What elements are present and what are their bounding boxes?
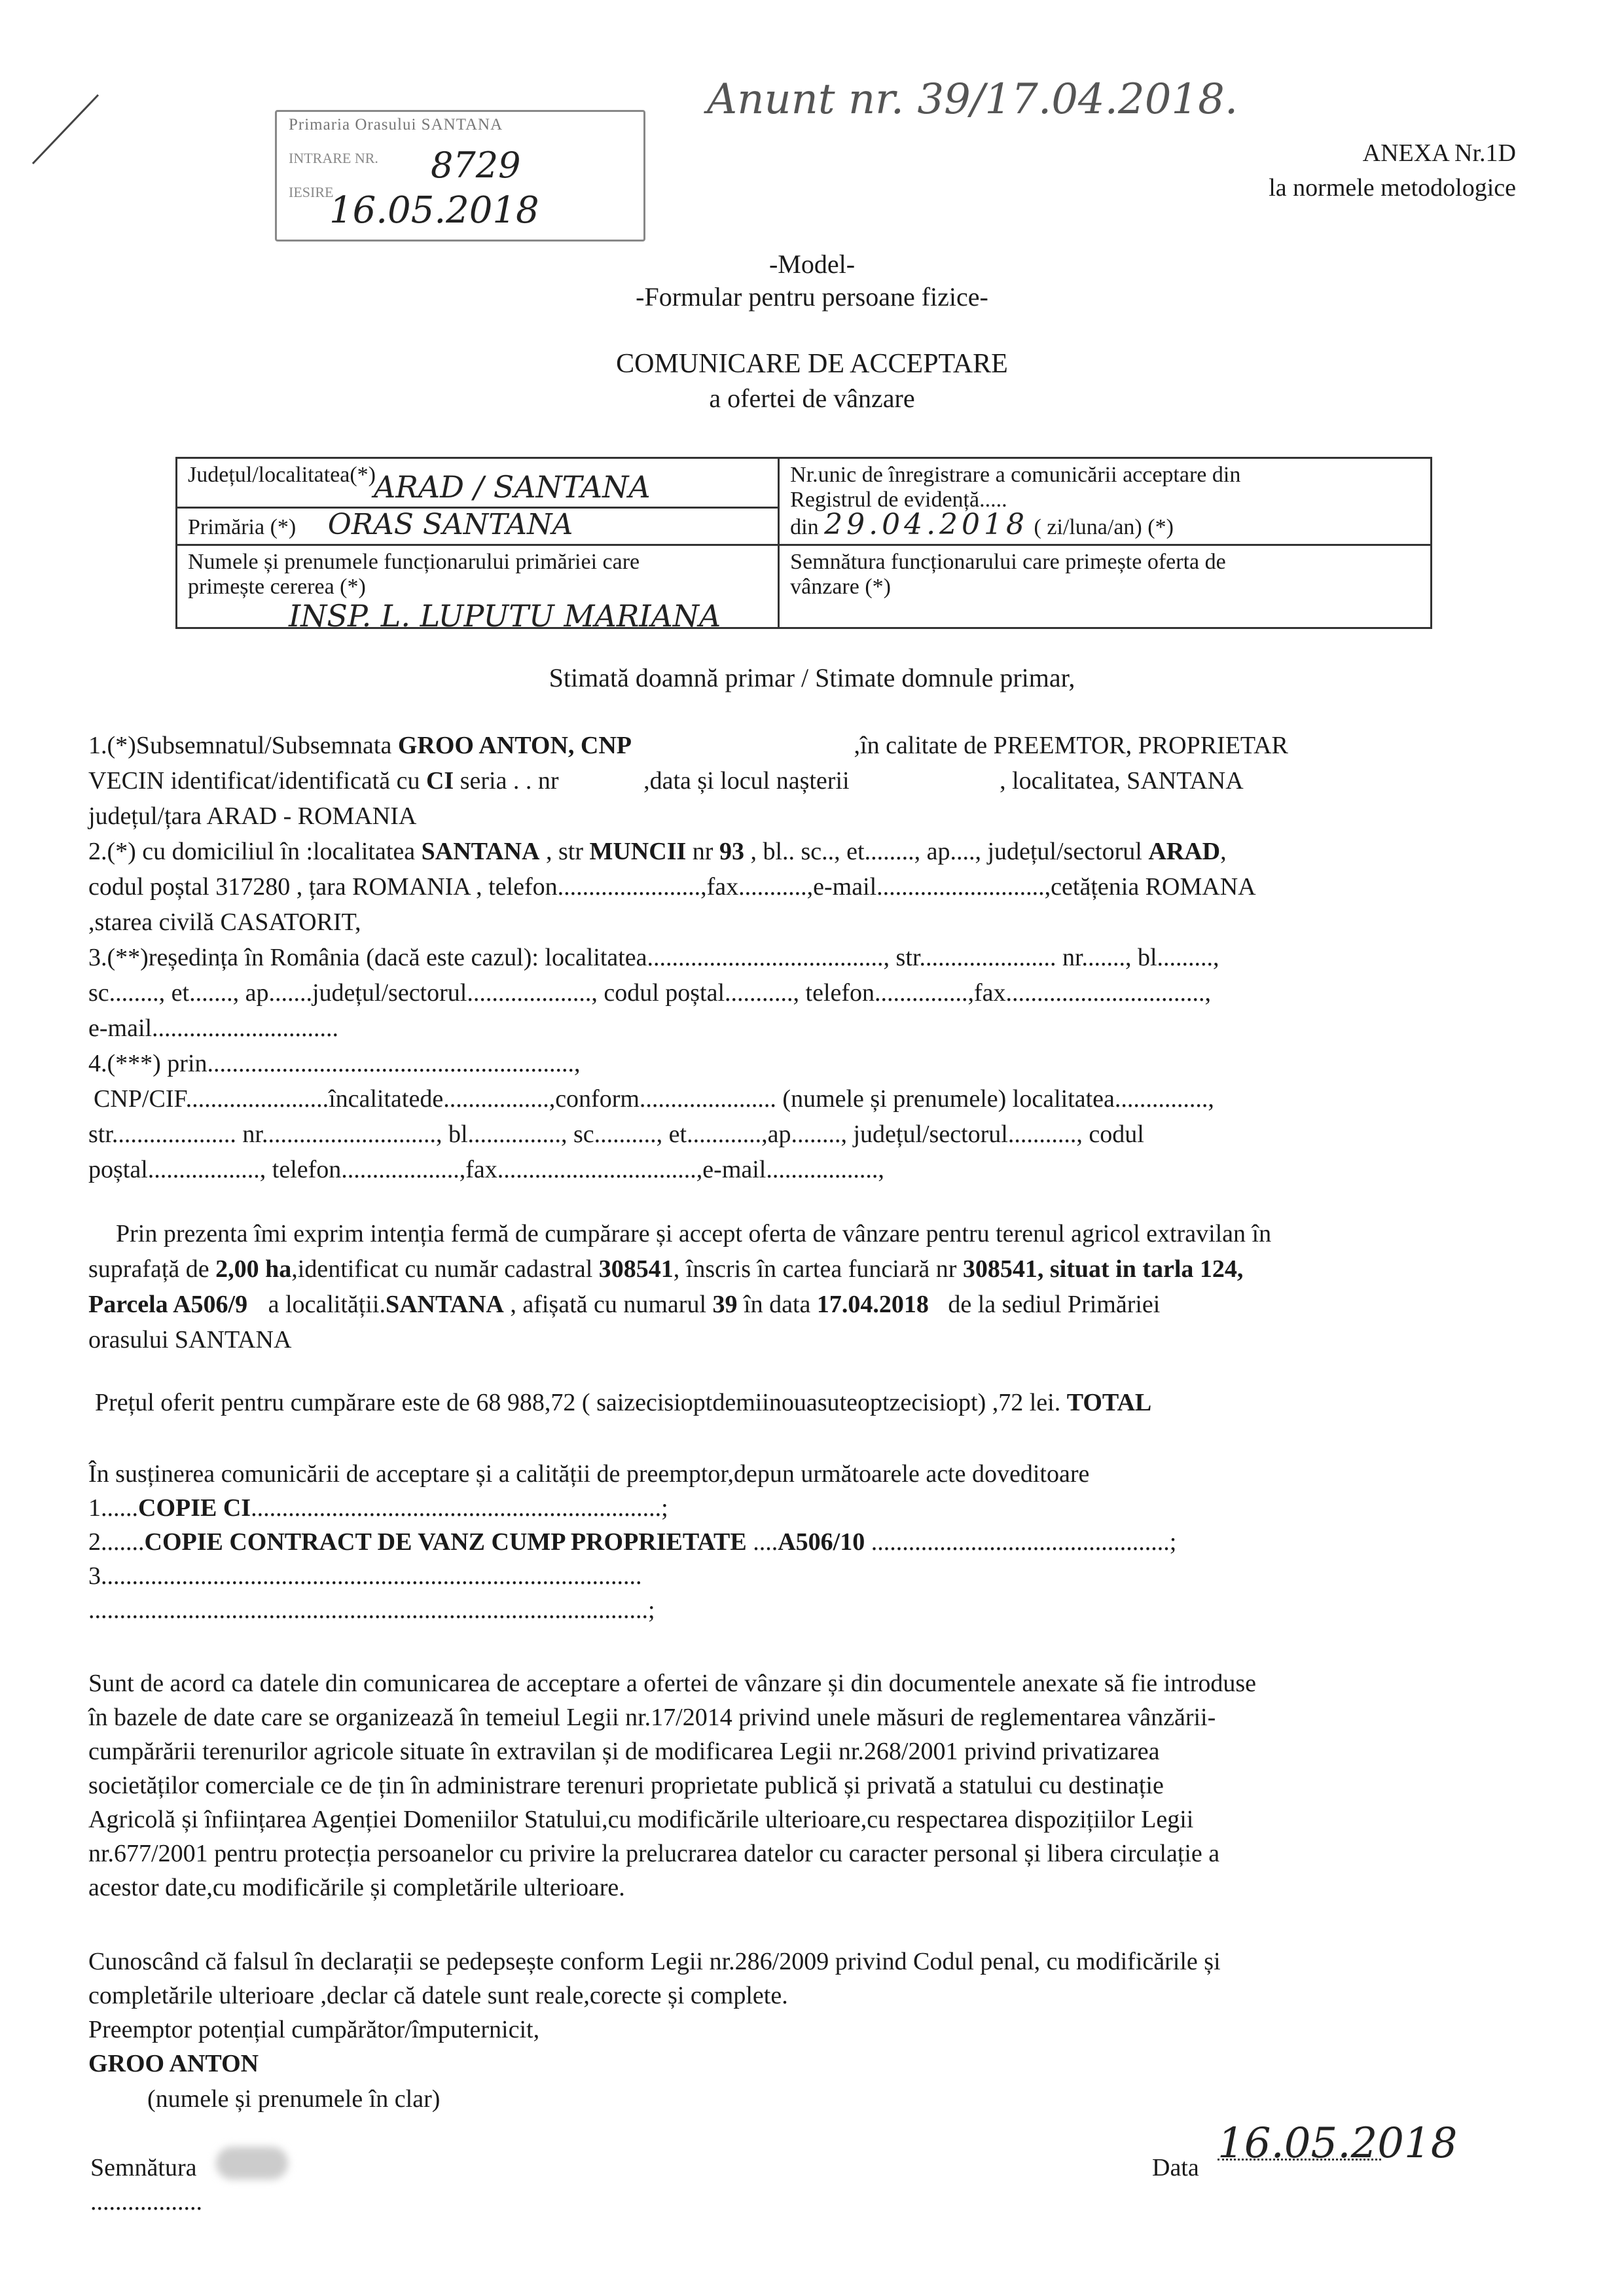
birth-label: ,data și locul nașterii xyxy=(643,767,850,795)
official-label-2: primește cererea (*) xyxy=(188,575,366,599)
document-title: COMUNICARE DE ACCEPTARE xyxy=(616,349,1008,379)
representative-cnp-line: CNP/CIF.......................încalitatede.................,conform...................... (numele și prenumele) localitatea..............., xyxy=(94,1085,1214,1113)
redacted-signature xyxy=(216,2147,288,2179)
signature-label: Semnătura xyxy=(90,2154,197,2181)
price-line xyxy=(95,1385,1151,1420)
doc-1-suffix: ..................................................................; xyxy=(251,1494,668,1522)
county-country: județul/țara ARAD - ROMANIA xyxy=(88,802,417,830)
field-subsemnatul-label: 1.(*)Subsemnatul/Subsemnata xyxy=(88,732,392,759)
parcel-value: Parcela A506/9 xyxy=(88,1291,248,1318)
price-text: Prețul oferit pentru cumpărare este de 68 988,72 ( saizecisioptdemiinouasuteoptzecisiopt) ,72 lei. xyxy=(95,1389,1061,1416)
intent-line-1: Prin prezenta îmi exprim intenția fermă de cumpărare și accept oferta de vânzare pentru terenul agricol extravilan în xyxy=(116,1220,1272,1247)
consent-line: acestor date,cu modificările și completările ulterioare. xyxy=(88,1874,625,1901)
cadastral-number: 308541 xyxy=(598,1255,674,1283)
county-value: ARAD / SANTANA xyxy=(374,469,651,505)
number-label: nr xyxy=(692,838,713,865)
document-subtitle: a ofertei de vânzare xyxy=(709,384,915,413)
ad-date: 17.04.2018 xyxy=(816,1291,929,1318)
annex-subtitle: la normele metodologice xyxy=(1269,174,1516,202)
declaration-line: completările ulterioare ,declar că datele sunt reale,corecte și complete. xyxy=(88,1982,788,2009)
area-label: suprafață de xyxy=(88,1255,209,1283)
residence-line-1: 3.(**)reședința în România (dacă este cazul): localitatea......................................, str...................... nr......., bl........., xyxy=(88,944,1219,971)
doc-3: 3....................................................................................... xyxy=(88,1562,642,1590)
doc-1-prefix: 1...... xyxy=(88,1494,138,1522)
city-hall-label: Primăria (*) xyxy=(188,514,297,539)
annex-title: ANEXA Nr.1D xyxy=(1362,139,1516,167)
comma: , xyxy=(1220,838,1227,865)
city-hall-cell xyxy=(177,507,779,545)
residence-email: e-mail.............................. xyxy=(88,1014,339,1042)
official-label-1: Numele și prenumele funcționarului primăriei care xyxy=(188,550,640,574)
signature-dots: .................. xyxy=(90,2188,202,2215)
city-hall-seat: de la sediul Primăriei xyxy=(948,1291,1161,1318)
street-label: , str xyxy=(546,838,583,865)
signature-official-label-1: Semnătura funcționarului care primește oferta de xyxy=(790,550,1226,574)
consent-line: nr.677/2001 pentru protecția persoanelor cu privire la prelucrarea datelor cu caracter personal și libera circulație a xyxy=(88,1840,1220,1867)
consent-line: Agricolă și înființarea Agenției Domeniilor Statului,cu modificările ulterioare,cu respectarea dispozițiilor Legii xyxy=(88,1806,1194,1833)
domicile-county: ARAD xyxy=(1148,838,1221,865)
date-value: 16.05.2018 xyxy=(1218,2119,1458,2168)
capacity-text: ,în calitate de PREEMTOR, PROPRIETAR xyxy=(854,732,1288,759)
consent-line: cumpărării terenurilor agricole situate în extravilan și de modificarea Legii nr.268/2001 privind privatizarea xyxy=(88,1738,1160,1765)
signature-official-label-2: vânzare (*) xyxy=(790,575,891,599)
doc-2-prefix: 2....... xyxy=(88,1528,145,1556)
locality-value: SANTANA xyxy=(385,1291,504,1318)
civil-status: ,starea civilă CASATORIT, xyxy=(88,908,361,936)
domicile-label: 2.(*) cu domiciliul în :localitatea xyxy=(88,838,416,865)
street-value: MUNCII xyxy=(589,838,687,865)
doc-2-mid: .... xyxy=(746,1528,778,1556)
cadastral-label: ,identificat cu număr cadastral xyxy=(291,1255,593,1283)
id-type: CI xyxy=(425,767,454,795)
pen-mark xyxy=(26,92,105,170)
doc-2-title: COPIE CONTRACT DE VANZ CUMP PROPRIETATE xyxy=(144,1528,747,1556)
register-label-2: Registrul de evidență..... xyxy=(790,488,1007,512)
cnp-label: , CNP xyxy=(568,732,632,759)
ad-number-label: , afișată cu numarul xyxy=(510,1291,707,1318)
form-type: -Formular pentru persoane fizice- xyxy=(636,282,988,312)
declaration-line: Cunoscând că falsul în declarații se pedepsește conform Legii nr.286/2009 privind Codul penal, cu modificările și xyxy=(88,1948,1221,1975)
doc-1-title: COPIE CI xyxy=(138,1494,251,1522)
signer-name: GROO ANTON xyxy=(88,2050,259,2077)
county-label: Județul/localitatea(*) xyxy=(188,463,376,487)
official-value: INSP. L. LUPUTU MARIANA xyxy=(289,598,721,634)
stamp-entry-label: INTRARE NR. xyxy=(289,150,378,166)
stamp-institution: Primaria Orasului SANTANA xyxy=(289,116,503,134)
register-suffix: ( zi/luna/an) (*) xyxy=(1034,515,1174,539)
register-cell xyxy=(779,458,1432,545)
postal-contact-line: codul poștal 317280 , țara ROMANIA , telefon.......................,fax...........,e-mail...........................,cetățenia ROMANA xyxy=(88,873,1256,901)
ad-number: 39 xyxy=(712,1291,738,1318)
doc-2-suffix: ................................................; xyxy=(865,1528,1177,1556)
register-date: 29.04.2018 xyxy=(824,508,1029,541)
city-hall-value: ORAS SANTANA xyxy=(327,507,573,541)
locality-label: a localității. xyxy=(268,1291,386,1318)
registration-stamp xyxy=(275,110,645,242)
intent-line-4: orasului SANTANA xyxy=(88,1326,292,1354)
documents-intro: În susținerea comunicării de acceptare și a calității de preemptor,depun următoarele acte doveditoare xyxy=(88,1460,1090,1488)
stamp-date: 16.05.2018 xyxy=(329,189,539,232)
representative-contact-line: poștal.................., telefon...................,fax................................,e-mail.................., xyxy=(88,1156,884,1183)
domicile-city: SANTANA xyxy=(421,838,540,865)
locality-label: , localitatea, SANTANA xyxy=(1000,767,1244,795)
ad-date-label: în data xyxy=(744,1291,811,1318)
model-label: -Model- xyxy=(768,249,856,279)
salutation: Stimată doamnă primar / Stimate domnule primar, xyxy=(549,663,1075,692)
identified-label: VECIN identificat/identificată cu xyxy=(88,767,420,795)
stamp-exit-label: IESIRE xyxy=(289,184,334,200)
doc-2-parcel: A506/10 xyxy=(778,1528,865,1556)
consent-line: societăților comerciale ce de țin în administrare terenuri proprietate publică și privată a statului cu destinație xyxy=(88,1772,1164,1799)
doc-4: ..........................................................................................; xyxy=(88,1596,655,1624)
official-cell xyxy=(177,545,779,634)
signature-official-cell xyxy=(779,545,1432,628)
stamp-number: 8729 xyxy=(431,145,521,186)
handwritten-note: Anunt nr. 39/17.04.2018. xyxy=(707,75,1238,124)
signer-role: Preemptor potențial cumpărător/împuternicit, xyxy=(88,2016,540,2043)
consent-line: Sunt de acord ca datele din comunicarea de acceptare a ofertei de vânzare și din documentele anexate să fie introduse xyxy=(88,1670,1257,1697)
area-value: 2,00 ha xyxy=(215,1255,292,1283)
land-book-label: , înscris în cartea funciară nr xyxy=(673,1255,957,1283)
applicant-name: GROO ANTON xyxy=(397,732,568,759)
residence-line-2: sc........, et......., ap.......județul/sectorul...................., codul poștal..........., telefon...............,fax................................, xyxy=(88,979,1212,1007)
representative-address-line: str.................... nr............................, bl..............., sc.........., et............,ap........, județul/sectorul..........., codul xyxy=(88,1121,1144,1148)
register-label-1: Nr.unic de înregistrare a comunicării acceptare din xyxy=(790,463,1241,487)
id-series-label: seria . . nr xyxy=(460,767,559,795)
date-label: Data xyxy=(1152,2154,1199,2181)
signer-name-hint: (numele și prenumele în clar) xyxy=(147,2085,441,2113)
register-label-3: din xyxy=(790,515,819,539)
representative-line: 4.(***) prin..........................................................., xyxy=(88,1050,581,1077)
county-cell xyxy=(177,458,779,508)
consent-line: în bazele de date care se organizează în temeiul Legii nr.17/2014 privind unele măsuri de reglementarea vânzării- xyxy=(88,1704,1216,1731)
price-total: TOTAL xyxy=(1066,1389,1152,1416)
number-value: 93 xyxy=(719,838,744,865)
address-details: , bl.. sc.., et........, ap...., județul/sectorul xyxy=(750,838,1142,865)
registration-table xyxy=(175,457,1432,634)
land-book-number: 308541, situat in tarla 124, xyxy=(962,1255,1244,1283)
